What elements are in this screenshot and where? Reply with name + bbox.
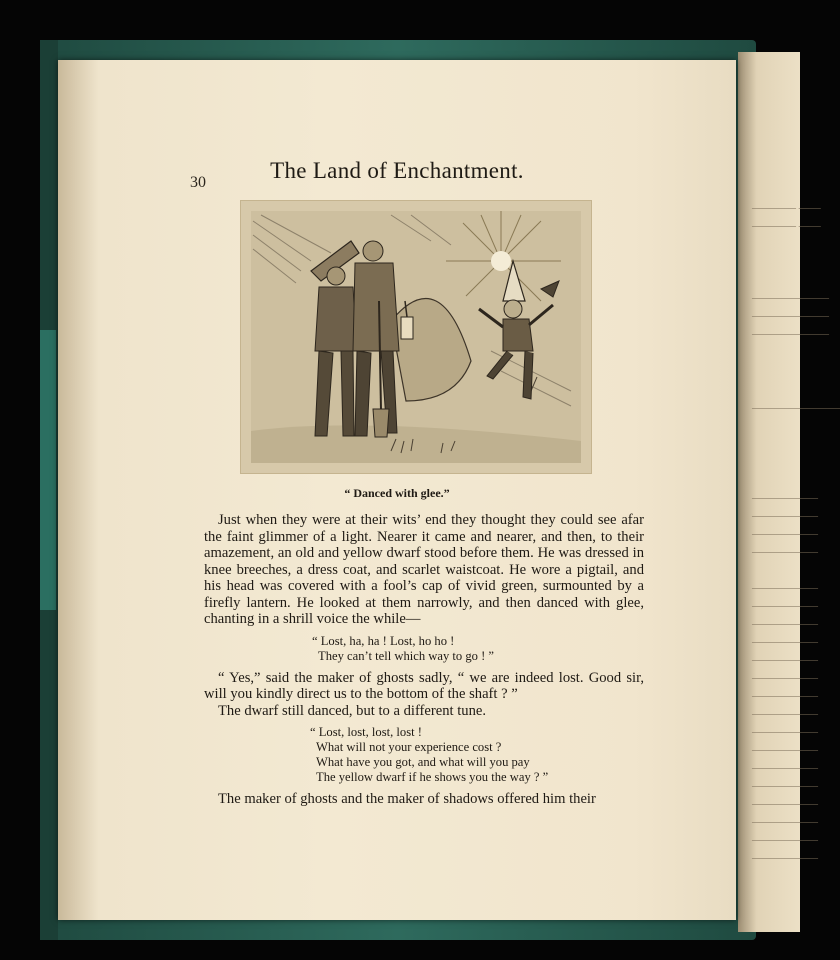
verse-line: What will not your experience cost ? bbox=[316, 740, 502, 754]
paragraph: Just when they were at their wits’ end they thought they could see afar the faint glimmer of a light. Nearer it came and nearer, and then, to their amazement, an old and yellow dwarf stood before them. He was dressed in knee breeches, a dress coat, and scarlet waistcoat. He wore a pigtail, and his head was covered with a fool’s cap of vivid green, surmounted by a firefly lantern. He looked at them narrowly, and then danced with glee, chanting in a shrill voice the while— bbox=[204, 512, 644, 627]
verse-line: “ Lost, lost, lost, lost ! bbox=[310, 725, 422, 739]
verse bbox=[310, 725, 644, 785]
verse bbox=[312, 634, 644, 664]
book-page bbox=[58, 60, 736, 920]
verse-line: They can’t tell which way to go ! ” bbox=[318, 648, 495, 663]
paragraph: The dwarf still danced, but to a different tune. bbox=[218, 702, 487, 719]
verse-line: The yellow dwarf if he shows you the way ? ” bbox=[316, 770, 549, 784]
illustration-caption: “ Danced with glee.” bbox=[344, 486, 450, 500]
cover-cloth-band bbox=[40, 330, 56, 610]
illustration-dwarf-with-lantern bbox=[240, 200, 592, 474]
verse-line: “ Lost, ha, ha ! Lost, ho ho ! bbox=[312, 633, 455, 648]
paragraph: The maker of ghosts and the maker of shadows offered him their bbox=[218, 791, 596, 807]
paragraph: “ Yes,” said the maker of ghosts sadly, “ we are indeed lost. Good sir, will you kindly direct us to the bottom of the shaft ? ” bbox=[204, 669, 644, 702]
page-title: The Land of Enchantment. bbox=[270, 158, 524, 183]
verse-line: What have you got, and what will you pay bbox=[316, 755, 530, 769]
page-number: 30 bbox=[190, 174, 206, 191]
adjacent-page: ———— —— ———— —— ——————— ——————— ——————— ———————— —————— —————— —————— —————— —————— —————— —————— —————— —————— —————— —————— —————— —————— —————— —————— —————— —————— —————— —————— —————— bbox=[738, 52, 800, 932]
body-text bbox=[204, 512, 644, 808]
